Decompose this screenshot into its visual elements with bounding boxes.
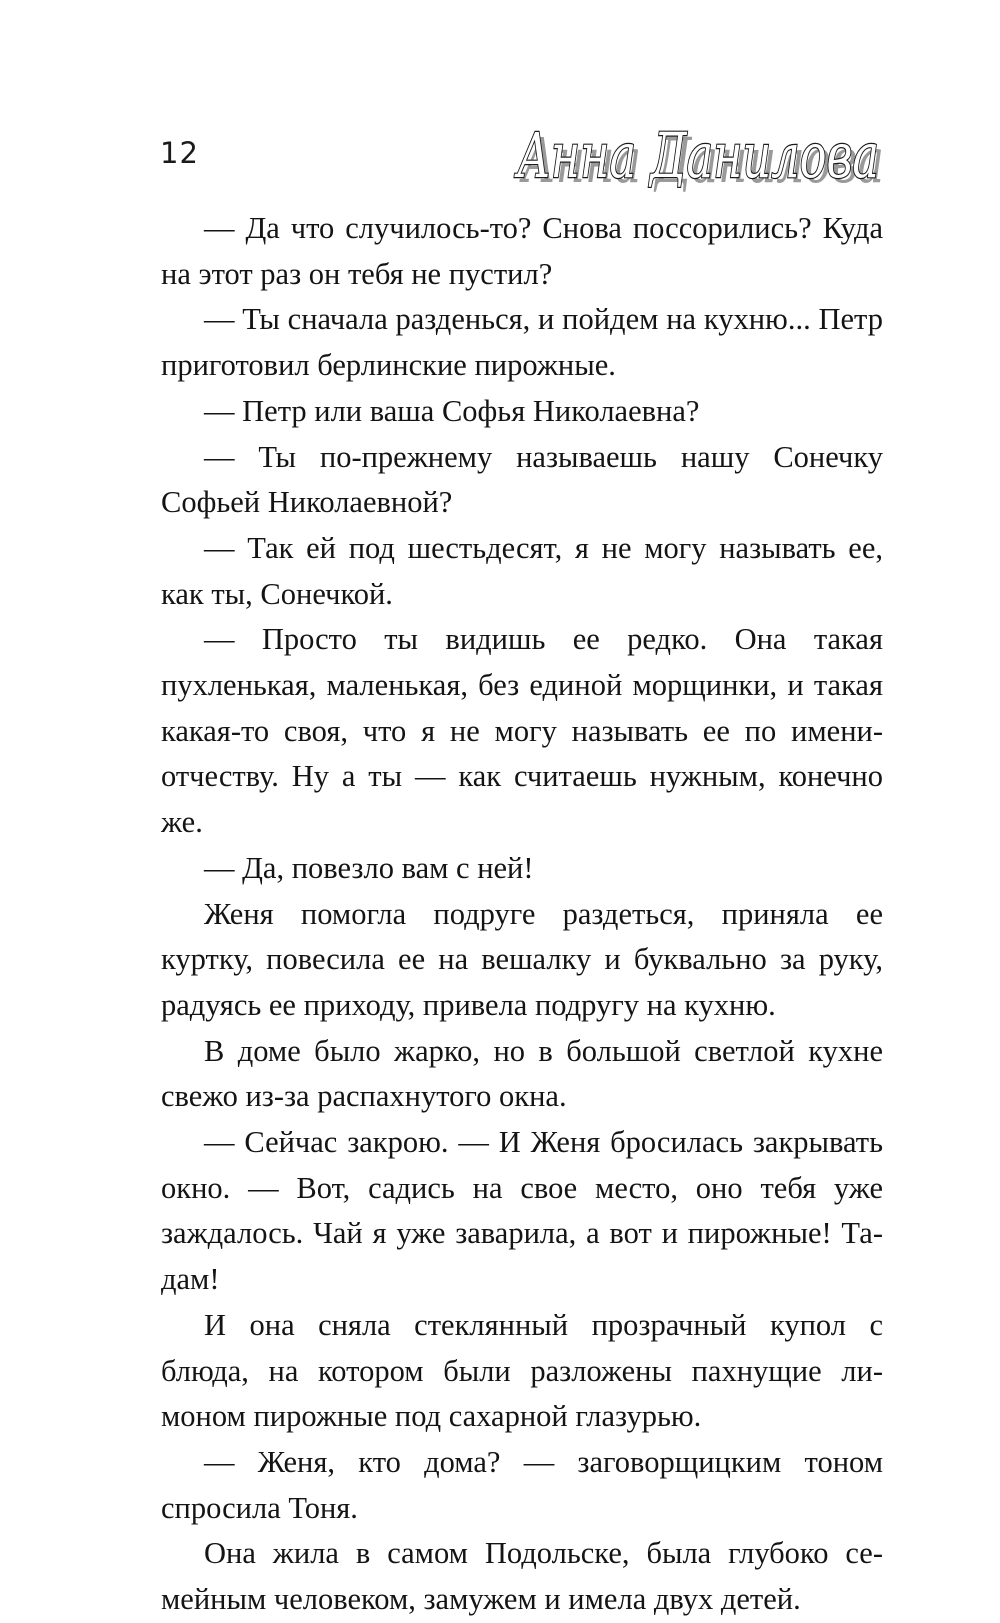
page-number: 12 [160,136,199,170]
author-logo [510,112,890,204]
paragraph: — Да что случилось-то? Снова поссорились? Куда на этот раз он тебя не пустил? [161,211,883,291]
paragraph: И она сняла стеклянный прозрачный купол с блюда, на котором были разложены пахнущие лимоном пирожные под сахарной глазурью. [161,1307,883,1434]
paragraph: — Просто ты видишь ее редко. Она такая пухленькая, маленькая, без единой морщинки, и такая какая-то своя, что я не могу называть ее по имени-отчеству. Ну а ты — как считаешь нужным, конечно же. [161,622,883,840]
running-head [0,0,1000,200]
paragraph: — Так ей под шестьдесят, я не могу называть ее, как ты, Сонечкой. [161,530,883,611]
paragraph: — Петр или ваша Софья Николаевна? [204,393,700,428]
paragraph: — Да, повезло вам с ней! [204,850,534,885]
paragraph: — Женя, кто дома? — заговорщицким тоном спросила Тоня. [161,1444,883,1525]
author-logo-text: Анна Данилова [514,119,879,192]
paragraph: — Ты по-прежнему называешь нашу Сонечку Софьей Николаевной? [161,439,883,520]
paragraph: — Ты сначала разденься, и пойдем на кухню... Петр приготовил берлинские пирожные. [161,302,883,383]
paragraph: — Сейчас закрою. — И Женя бросилась закрывать окно. — Вот, садись на свое место, оно тебя уже заждалось. Чай я уже заварила, а вот и пирожные! Та-дам! [161,1125,883,1297]
paragraph: Женя помогла подруге раздеться, приняла ее куртку, повесила ее на вешалку и буквально за руку, радуясь ее приходу, привела подругу на кухню. [161,896,883,1022]
paragraph: В доме было жарко, но в большой светлой кухне свежо из-за распахнутого окна. [161,1033,883,1114]
body-text [161,206,883,1623]
paragraph: Она жила в самом Подольске, была глубоко семейным человеком, замужем и имела двух детей. [161,1536,883,1617]
author-logo-shadow: Анна Данилова [519,124,884,197]
